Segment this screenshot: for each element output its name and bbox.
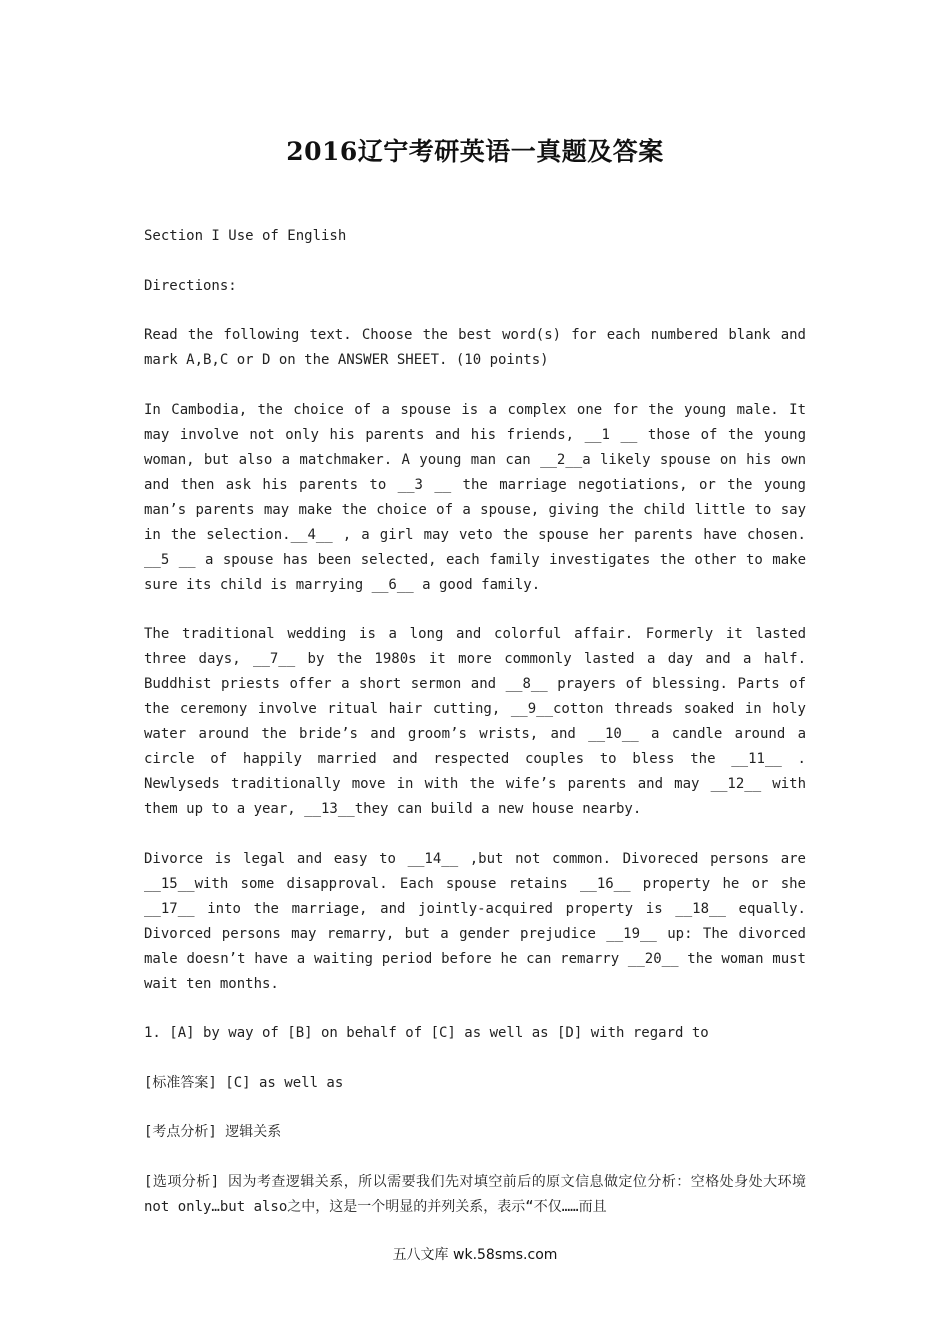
standard-answer: [标准答案] [C] as well as [144, 1074, 344, 1091]
paragraph-divorce: Divorce is legal and easy to __14__ ,but not common. Divoreced persons are __15__with some disapproval. Each spouse retains __16__ property he or she __17__ into the marriage, and jointly-acquired property is __18__ equally. Divorced persons may remarry, but a gender prejudice __19__ up: The divorced male doesn’t have a waiting period before he can remarry __20__ the woman must wait ten months. [144, 850, 806, 992]
paragraph-cambodia-spouse: In Cambodia, the choice of a spouse is a complex one for the young male. It may involve not only his parents and his friends, __1 __ those of the young woman, but also a matchmaker. A young man can __2__a likely spouse on his own and then ask his parents to __3 __ the marriage negotiations, or the young man’s parents may make the choice of a spouse, giving the child little to say in the selection.__4__ , a girl may veto the spouse her parents have chosen. __5 __ a spouse has been selected, each family investigates the other to make sure its child is marrying __6__ a good family. [144, 401, 806, 593]
document-body [144, 224, 806, 1244]
paragraph-traditional-wedding: The traditional wedding is a long and colorful affair. Formerly it lasted three days, __7__ by the 1980s it more commonly lasted a day and a half. Buddhist priests offer a short sermon and __8__ prayers of blessing. Parts of the ceremony involve ritual hair cutting, __9__cotton threads soaked in holy water around the bride’s and groom’s wrists, and __10__ a candle around a circle of happily married and respected couples to bless the __11__ . Newlyseds traditionally move in with the wife’s parents and may __12__ with them up to a year, __13__they can build a new house nearby. [144, 626, 806, 817]
document-title: 2016辽宁考研英语一真题及答案 [286, 137, 664, 166]
question-1-options: 1. [A] by way of [B] on behalf of [C] as well as [D] with regard to [144, 1025, 709, 1041]
section-heading: Section I Use of English [144, 228, 347, 244]
test-point-analysis: [考点分析] 逻辑关系 [144, 1124, 282, 1140]
directions-label: Directions: [144, 277, 237, 294]
footer-watermark: 五八文库 wk.58sms.com [392, 1247, 558, 1263]
directions-text: Read the following text. Choose the best word(s) for each numbered blank and mark A,B,C or D on the ANSWER SHEET. (10 points) [144, 327, 806, 368]
option-analysis: [选项分析] 因为考查逻辑关系，所以需要我们先对填空前后的原文信息做定位分析：空格处身处大环境not only…but also之中，这是一个明显的并列关系，表示“不仅……而且 [144, 1173, 806, 1215]
